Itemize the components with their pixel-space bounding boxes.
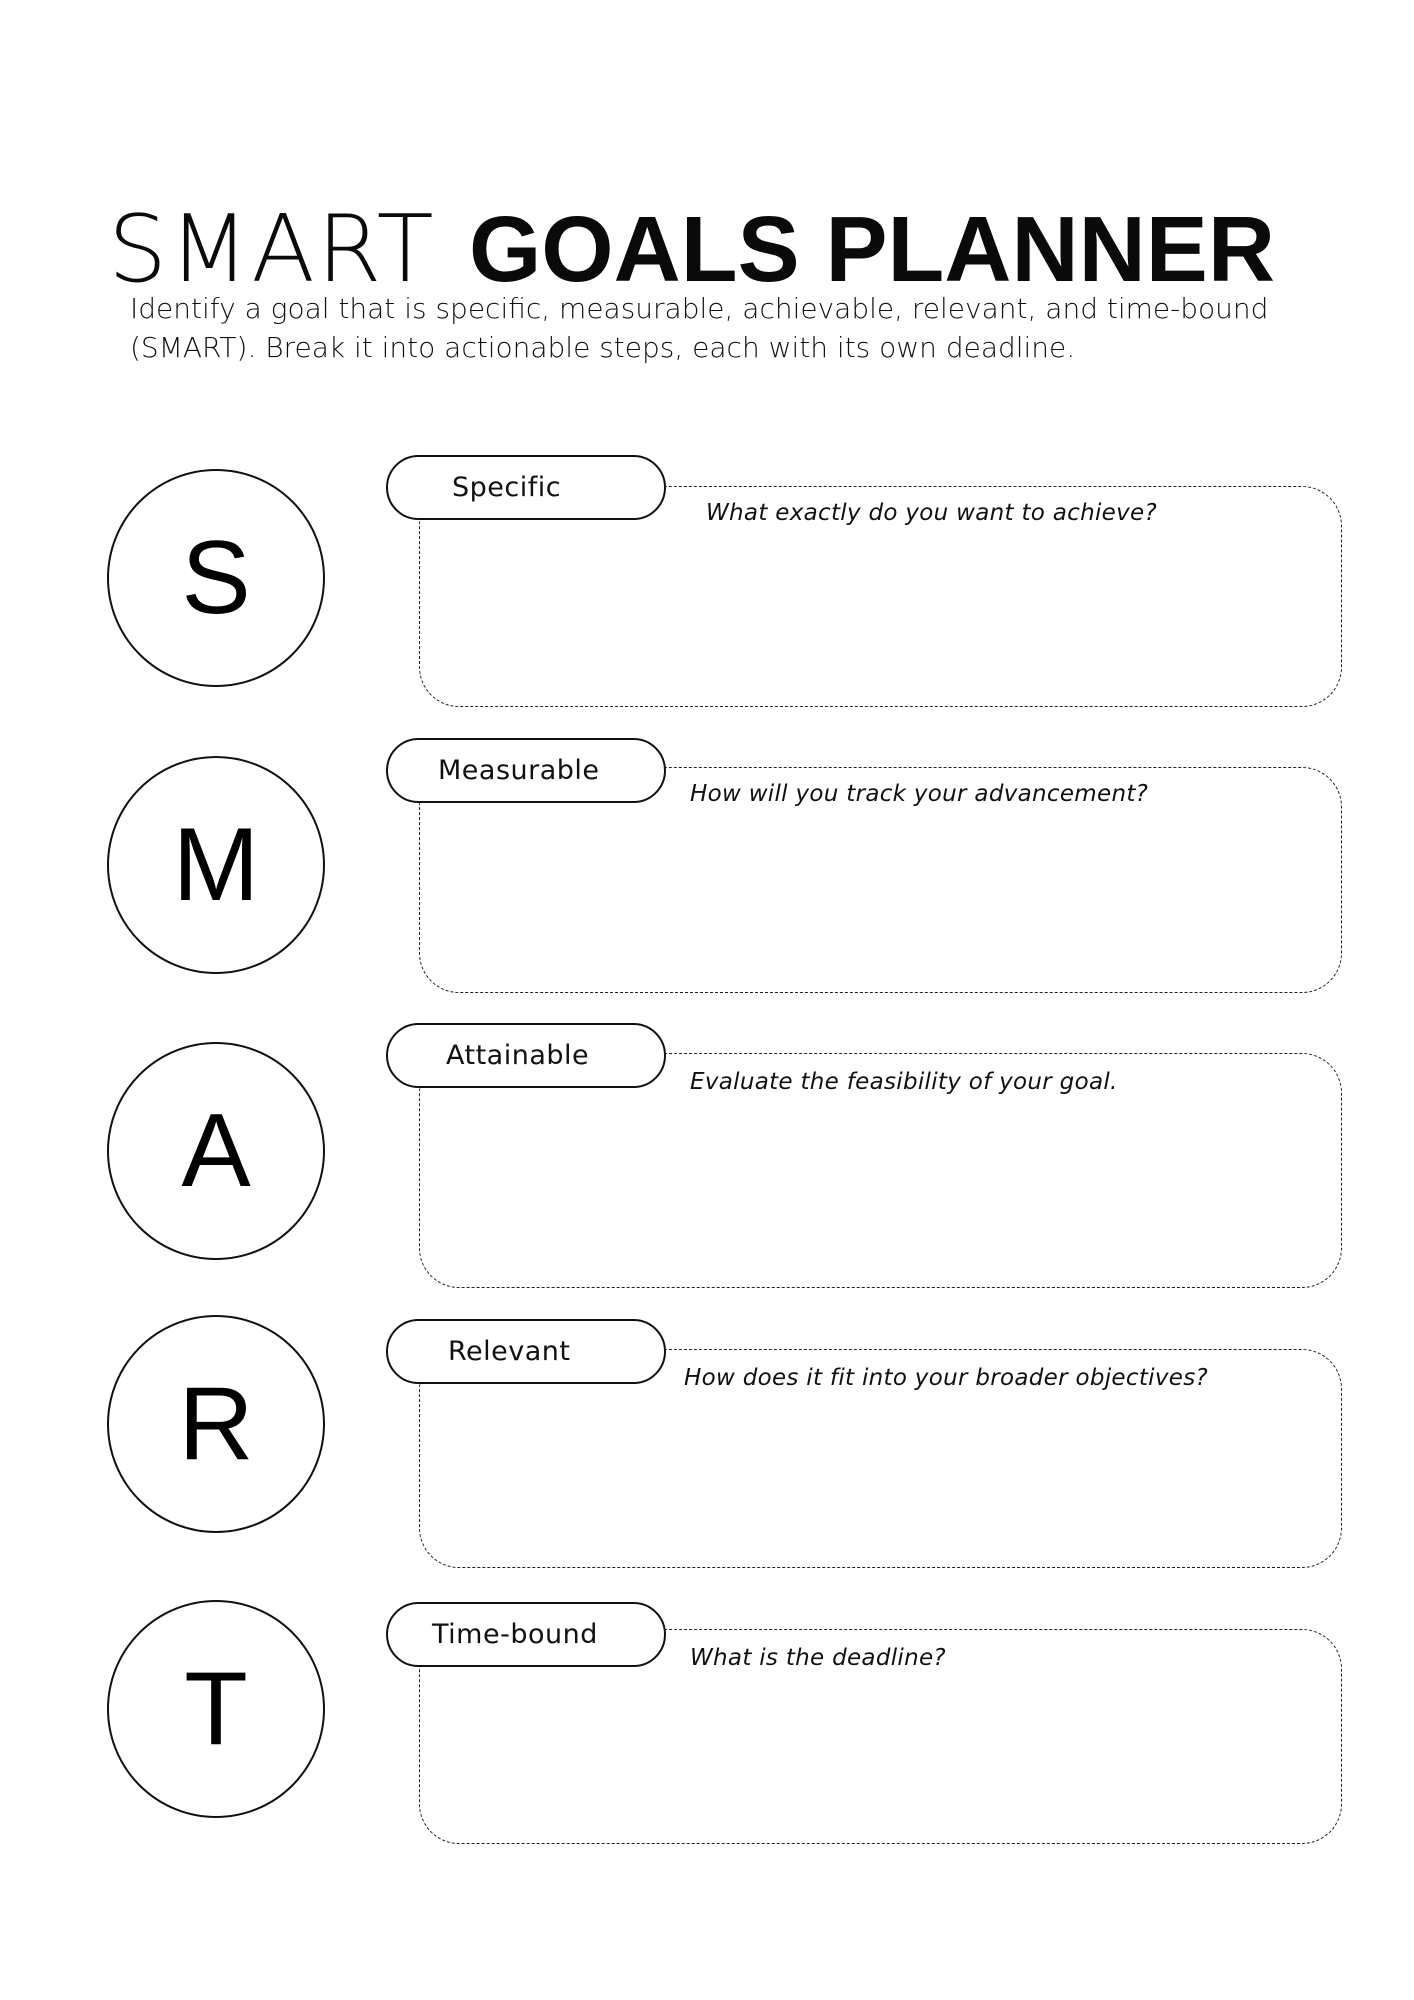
title-goals-planner: GOALS PLANNER (468, 197, 1275, 302)
letter-a: A (181, 1093, 251, 1209)
label-pill-measurable (386, 738, 666, 803)
answer-input-measurable[interactable] (440, 825, 1324, 979)
letter-s: S (181, 520, 251, 636)
letter-circle-s (107, 469, 325, 687)
label-measurable: Measurable (438, 755, 600, 786)
label-specific: Specific (452, 472, 562, 503)
label-pill-specific (386, 455, 666, 520)
answer-input-specific[interactable] (440, 540, 1324, 694)
label-pill-relevant (386, 1319, 666, 1384)
letter-circle-m (107, 756, 325, 974)
intro-paragraph: Identify a goal that is specific, measurable, achievable, relevant, and time-bound (SMART). Break it into actionable steps, each with its own deadline. (130, 292, 1269, 364)
letter-circle-a (107, 1042, 325, 1260)
label-pill-time-bound (386, 1602, 666, 1667)
answer-input-relevant[interactable] (440, 1405, 1324, 1554)
label-time-bound: Time-bound (432, 1619, 598, 1650)
question-attainable: Evaluate the feasibility of your goal. (690, 1069, 1118, 1095)
letter-r: R (178, 1366, 254, 1482)
letter-circle-r (107, 1315, 325, 1533)
label-relevant: Relevant (448, 1336, 571, 1367)
question-time-bound: What is the deadline? (690, 1645, 946, 1671)
page-title (108, 194, 1275, 304)
label-attainable: Attainable (446, 1040, 590, 1071)
letter-t: T (184, 1651, 248, 1767)
question-relevant: How does it fit into your broader objectives? (684, 1365, 1208, 1391)
letter-circle-t (107, 1600, 325, 1818)
title-smart: SMART (108, 195, 436, 304)
answer-input-time-bound[interactable] (440, 1685, 1324, 1829)
label-pill-attainable (386, 1023, 666, 1088)
question-specific: What exactly do you want to achieve? (706, 500, 1157, 526)
letter-m: M (172, 807, 260, 923)
question-measurable: How will you track your advancement? (690, 781, 1149, 807)
answer-input-attainable[interactable] (440, 1110, 1324, 1274)
